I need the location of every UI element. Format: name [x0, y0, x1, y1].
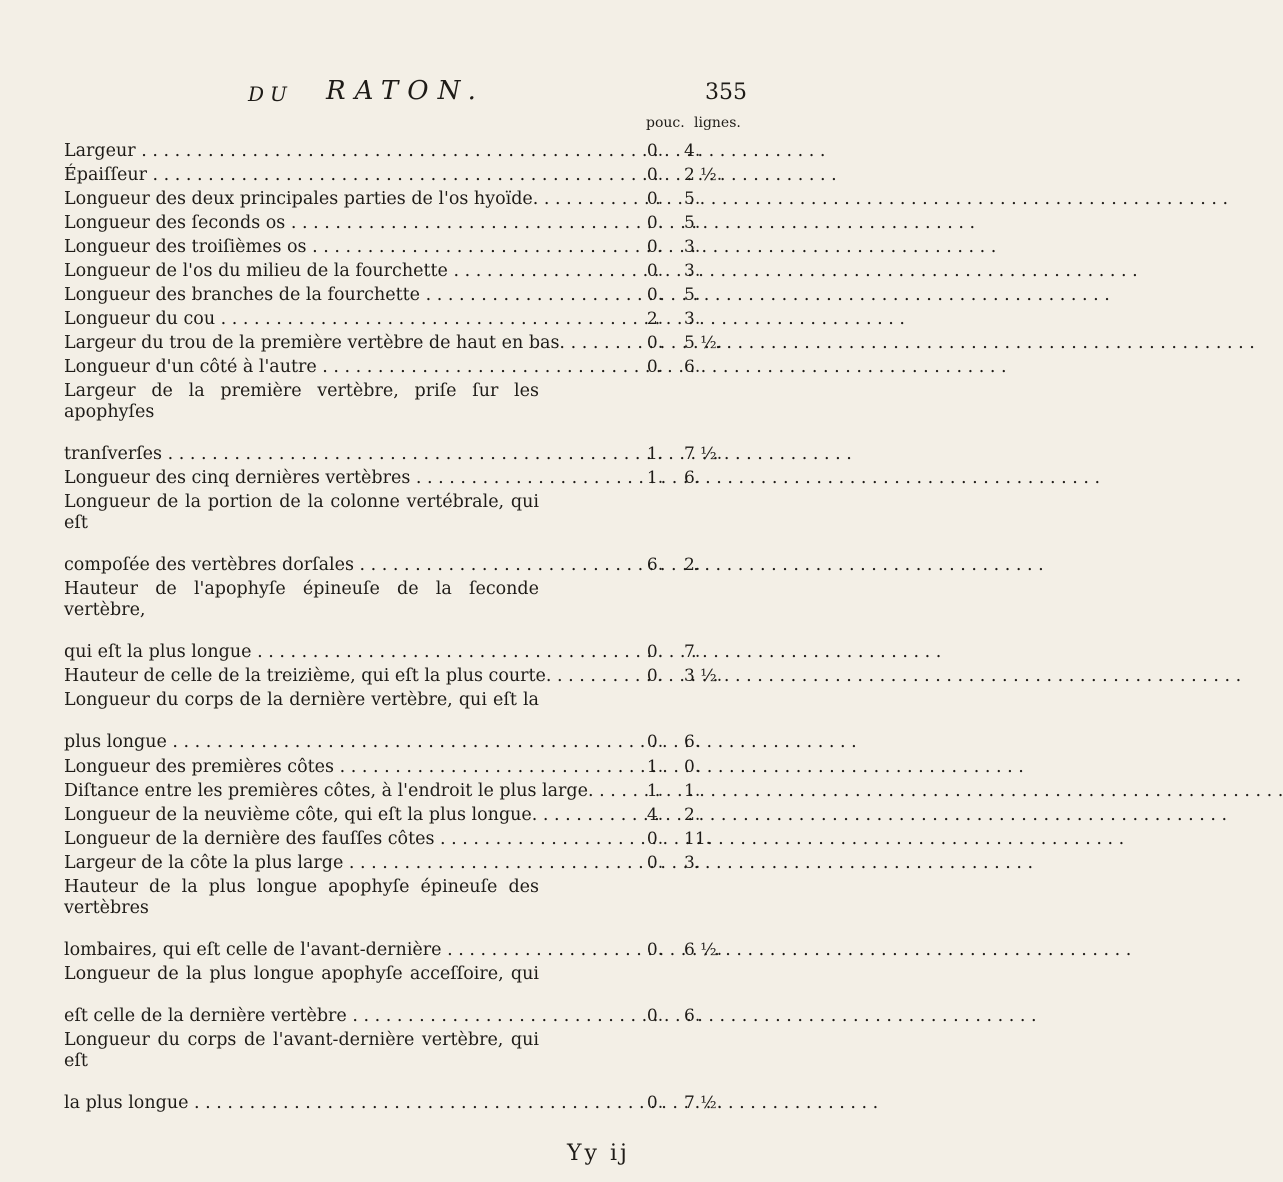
measurement-label: Largeur de la première vertèbre, priſe ſur les apophyſes	[64, 381, 539, 422]
measurement-label-lastline: tranſverſes . . .	[64, 444, 539, 465]
measurement-row	[64, 357, 754, 378]
value-pouces: 2.	[646, 309, 664, 329]
running-head-du: DU	[248, 82, 293, 106]
value-lignes: 5.	[684, 213, 701, 233]
measurement-row	[64, 829, 754, 850]
signature-mark: Yy ij	[567, 1141, 630, 1166]
measurement-row	[64, 261, 754, 282]
measurement-row	[64, 381, 754, 465]
value-pouces: 0.	[646, 165, 664, 185]
measurement-row	[64, 690, 754, 753]
measurement-label-lastline: Largeur de la côte la plus large . . .	[64, 853, 539, 874]
measurement-row	[64, 781, 754, 802]
value-lignes: 3 ½.	[684, 666, 723, 686]
measurement-label: Longueur du corps de l'avant-dernière vertèbre, qui eſt	[64, 1030, 539, 1071]
measurement-label-lastline: qui eſt la plus longue . . .	[64, 642, 539, 663]
value-lignes: 2.	[684, 805, 701, 825]
value-pouces: 0.	[646, 642, 664, 662]
unit-pouces: pouc.	[646, 115, 685, 131]
measurement-label-lastline: Épaiſſeur . . .	[64, 165, 539, 186]
measurement-label-lastline: Longueur des deux principales parties de l'os hyoïde. . . .	[64, 189, 539, 210]
value-pouces: 0.	[646, 141, 664, 161]
value-pouces: 0.	[646, 213, 664, 233]
value-lignes: 2 ½.	[684, 165, 723, 185]
measurement-row	[64, 285, 754, 306]
value-pouces: 0.	[646, 732, 664, 752]
value-pouces: 1.	[646, 468, 664, 488]
measurement-row	[64, 309, 754, 330]
value-pouces: 0.	[646, 285, 664, 305]
measurement-label-lastline: Longueur d'un côté à l'autre . . .	[64, 357, 539, 378]
measurement-row	[64, 165, 754, 186]
measurement-label: Longueur du corps de la dernière vertèbre, qui eſt la	[64, 690, 539, 710]
measurement-label-lastline: lombaires, qui eſt celle de l'avant-dernière . . .	[64, 940, 539, 961]
value-pouces: 0.	[646, 829, 664, 849]
measurement-label-lastline: Longueur des branches de la fourchette . . .	[64, 285, 539, 306]
value-pouces: 0.	[646, 1006, 664, 1026]
value-pouces: 0.	[646, 333, 664, 353]
running-head-title: RATON.	[326, 76, 485, 106]
value-lignes: 7.	[684, 642, 701, 662]
value-lignes: 3.	[684, 237, 701, 257]
measurement-label-lastline: Longueur de la dernière des fauſſes côtes . . .	[64, 829, 539, 850]
value-pouces: 0.	[646, 237, 664, 257]
measurement-label-lastline: Longueur des premières côtes . . .	[64, 757, 539, 778]
measurement-label-lastline: Diſtance entre les premières côtes, à l'endroit le plus large. . . .	[64, 781, 539, 802]
measurement-label: Hauteur de l'apophyſe épineuſe de la ſeconde vertèbre,	[64, 579, 539, 620]
value-pouces: 1.	[646, 757, 664, 777]
value-lignes: 7 ½.	[684, 444, 723, 464]
measurement-row	[64, 189, 754, 210]
value-lignes: 6.	[684, 468, 701, 488]
measurement-label-lastline: Longueur des troiſièmes os . . .	[64, 237, 539, 258]
unit-lignes: lignes.	[694, 115, 741, 131]
value-pouces: 0.	[646, 853, 664, 873]
value-pouces: 0.	[646, 261, 664, 281]
value-pouces: 0.	[646, 1093, 664, 1113]
value-pouces: 1.	[646, 781, 664, 801]
measurement-row	[64, 213, 754, 234]
page-number: 355	[705, 80, 747, 105]
measurement-row	[64, 757, 754, 778]
running-head	[0, 76, 800, 116]
value-lignes: 11.	[684, 829, 712, 849]
measurement-label-lastline: Longueur des ſeconds os . . .	[64, 213, 539, 234]
value-pouces: 4.	[646, 805, 664, 825]
value-pouces: 1.	[646, 444, 664, 464]
measurement-row	[64, 579, 754, 663]
measurement-label-lastline: Largeur du trou de la première vertèbre de haut en bas. . . .	[64, 333, 539, 354]
measurement-row	[64, 877, 754, 961]
measurement-label-lastline: compoſée des vertèbres dorſales . . .	[64, 555, 539, 576]
measurement-row	[64, 805, 754, 826]
value-lignes: 5.	[684, 189, 701, 209]
value-pouces: 0.	[646, 940, 664, 960]
measurement-table	[64, 138, 754, 1114]
value-lignes: 6.	[684, 357, 701, 377]
value-pouces: 6.	[646, 555, 664, 575]
value-lignes: 6.	[684, 1006, 701, 1026]
measurement-label-lastline: eſt celle de la dernière vertèbre . . .	[64, 1006, 539, 1027]
value-lignes: 5 ½.	[684, 333, 723, 353]
measurement-label-lastline: plus longue . . .	[64, 732, 539, 753]
measurement-label-lastline: Longueur de la neuvième côte, qui eſt la plus longue. . . .	[64, 805, 539, 826]
measurement-row	[64, 141, 754, 162]
value-pouces: 0.	[646, 189, 664, 209]
measurement-label-lastline: Largeur . . .	[64, 141, 539, 162]
measurement-row	[64, 1030, 754, 1114]
value-lignes: 5.	[684, 285, 701, 305]
value-lignes: 3.	[684, 309, 701, 329]
measurement-label: Hauteur de la plus longue apophyſe épineuſe des vertèbres	[64, 877, 539, 918]
value-lignes: 7 ½.	[684, 1093, 723, 1113]
measurement-label: Longueur de la portion de la colonne vertébrale, qui eſt	[64, 492, 539, 533]
measurement-row	[64, 964, 754, 1027]
column-units	[0, 115, 800, 137]
value-lignes: 1.	[684, 781, 701, 801]
value-lignes: 2.	[684, 555, 701, 575]
measurement-row	[64, 666, 754, 687]
value-lignes: 3.	[684, 853, 701, 873]
measurement-label-lastline: Longueur de l'os du milieu de la fourchette . . .	[64, 261, 539, 282]
measurement-label-lastline: Hauteur de celle de la treizième, qui eſt la plus courte. . . .	[64, 666, 539, 687]
measurement-row	[64, 492, 754, 576]
measurement-row	[64, 237, 754, 258]
measurement-row	[64, 333, 754, 354]
measurement-row	[64, 468, 754, 489]
value-pouces: 0.	[646, 666, 664, 686]
measurement-label: Longueur de la plus longue apophyſe acceſſoire, qui	[64, 964, 539, 984]
measurement-row	[64, 853, 754, 874]
value-pouces: 0.	[646, 357, 664, 377]
measurement-label-lastline: Longueur du cou . . .	[64, 309, 539, 330]
value-lignes: 4.	[684, 141, 701, 161]
value-lignes: 0.	[684, 757, 701, 777]
value-lignes: 6 ½.	[684, 940, 723, 960]
value-lignes: 3.	[684, 261, 701, 281]
measurement-label-lastline: Longueur des cinq dernières vertèbres . . .	[64, 468, 539, 489]
value-lignes: 6.	[684, 732, 701, 752]
measurement-label-lastline: la plus longue . . .	[64, 1093, 539, 1114]
